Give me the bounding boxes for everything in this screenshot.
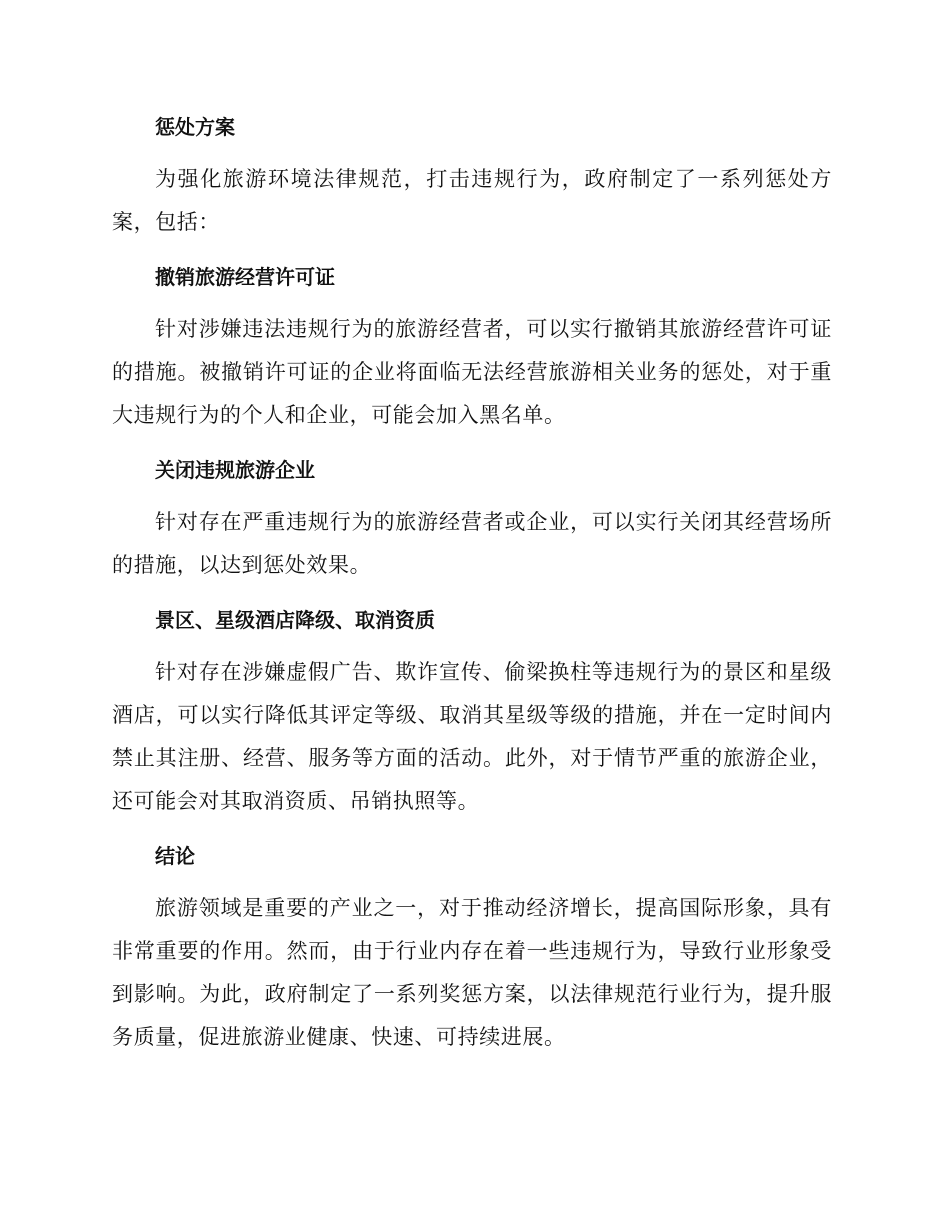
section-paragraph-penalty-plan: 为强化旅游环境法律规范，打击违规行为，政府制定了一系列惩处方案，包括： [112, 167, 832, 234]
section-heading-downgrade-qualification: 景区、星级酒店降级、取消资质 [155, 608, 435, 632]
section-paragraph-conclusion: 旅游领域是重要的产业之一，对于推动经济增长，提高国际形象，具有非常重要的作用。然而，由于行业内存在着一些违规行为，导致行业形象受到影响。为此，政府制定了一系列奖惩方案，以法律规范行业行为，提升服务质量，促进旅游业健康、快速、可持续进展。 [112, 896, 832, 1049]
section-paragraph-downgrade-qualification: 针对存在涉嫌虚假广告、欺诈宣传、偷梁换柱等违规行为的景区和星级酒店，可以实行降低其评定等级、取消其星级等级的措施，并在一定时间内禁止其注册、经营、服务等方面的活动。此外，对于情节严重的旅游企业，还可能会对其取消资质、吊销执照等。 [112, 660, 832, 813]
document-body [112, 106, 832, 1071]
section-heading-conclusion: 结论 [155, 844, 195, 868]
section-paragraph-revoke-license: 针对涉嫌违法违规行为的旅游经营者，可以实行撤销其旅游经营许可证的措施。被撤销许可证的企业将面临无法经营旅游相关业务的惩处，对于重大违规行为的个人和企业，可能会加入黑名单。 [112, 317, 832, 427]
section-heading-revoke-license: 撤销旅游经营许可证 [155, 265, 335, 289]
section-paragraph-close-enterprise: 针对存在严重违规行为的旅游经营者或企业，可以实行关闭其经营场所的措施，以达到惩处效果。 [112, 510, 832, 577]
section-heading-penalty-plan: 惩处方案 [155, 115, 235, 139]
section-heading-close-enterprise: 关闭违规旅游企业 [155, 458, 315, 482]
